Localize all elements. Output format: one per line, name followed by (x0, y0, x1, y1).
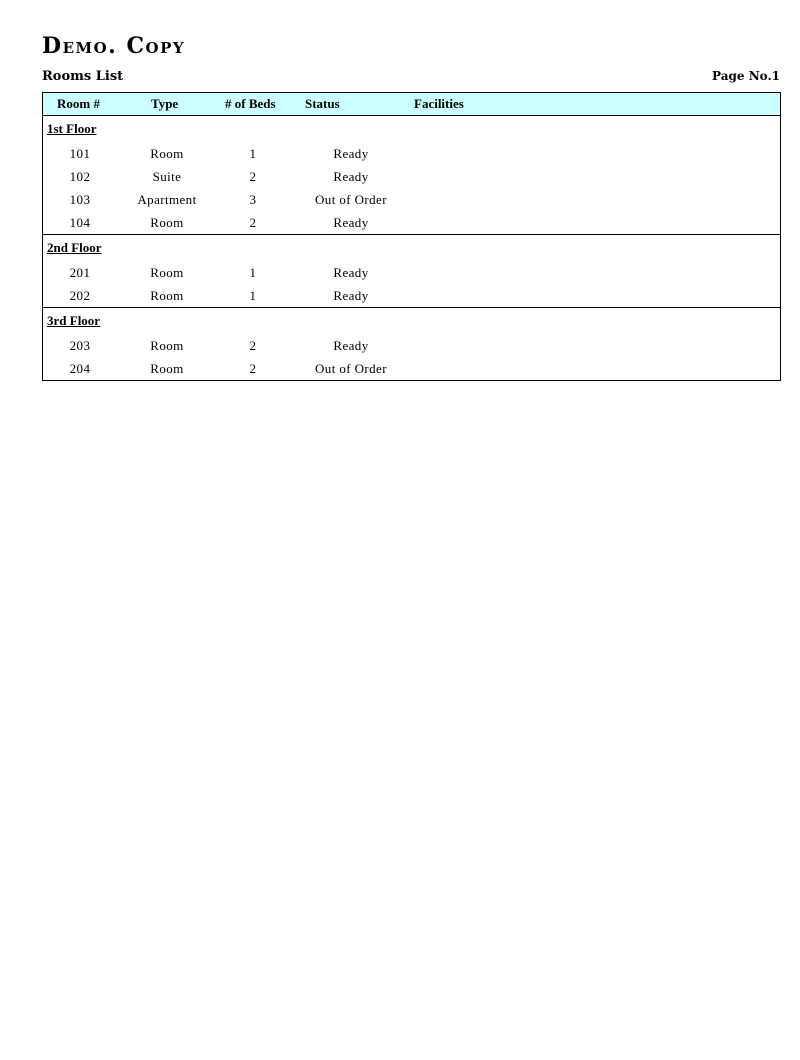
floor-group-title (43, 308, 780, 332)
cell-type: Room (150, 265, 184, 280)
floor-group-title (43, 116, 780, 140)
column-header-type: Type (151, 96, 179, 111)
floor-group-label: 3rd Floor (47, 313, 101, 328)
cell-beds: 2 (249, 338, 257, 353)
cell-beds: 1 (249, 288, 257, 303)
cell-status: Out of Order (315, 192, 387, 207)
cell-room: 103 (69, 192, 91, 207)
rooms-report-table (42, 92, 781, 381)
cell-type: Room (150, 288, 184, 303)
cell-type: Room (150, 338, 184, 353)
cell-type: Room (150, 146, 184, 161)
table-row (43, 140, 780, 163)
floor-group (43, 116, 780, 235)
cell-status: Out of Order (315, 361, 387, 376)
cell-status: Ready (333, 265, 369, 280)
table-row (43, 259, 780, 282)
table-row (43, 163, 780, 186)
cell-room: 203 (69, 338, 91, 353)
cell-status: Ready (333, 338, 369, 353)
floor-group-title (43, 235, 780, 259)
cell-room: 201 (69, 265, 91, 280)
cell-beds: 2 (249, 361, 257, 376)
floor-group-label: 2nd Floor (47, 240, 102, 255)
cell-room: 104 (69, 215, 91, 230)
demo-copy-watermark: Demo. Copy (42, 33, 186, 59)
report-title: Rooms List (42, 69, 124, 84)
cell-status: Ready (333, 146, 369, 161)
column-header-facilities: Facilities (414, 96, 464, 111)
table-row (43, 355, 780, 378)
cell-status: Ready (333, 288, 369, 303)
cell-beds: 3 (249, 192, 257, 207)
cell-room: 202 (69, 288, 91, 303)
cell-beds: 2 (249, 215, 257, 230)
cell-beds: 1 (249, 265, 257, 280)
table-row (43, 186, 780, 209)
page-number: Page No.1 (712, 69, 780, 83)
column-header-room: Room # (57, 96, 100, 111)
column-header-beds: # of Beds (225, 96, 276, 111)
cell-type: Room (150, 361, 184, 376)
floor-group-label: 1st Floor (47, 121, 97, 136)
cell-room: 101 (69, 146, 91, 161)
cell-type: Apartment (137, 192, 197, 207)
table-row (43, 332, 780, 355)
table-row (43, 209, 780, 232)
floor-group (43, 235, 780, 308)
cell-room: 204 (69, 361, 91, 376)
cell-status: Ready (333, 169, 369, 184)
column-header-status: Status (305, 96, 340, 111)
cell-type: Room (150, 215, 184, 230)
table-row (43, 282, 780, 305)
cell-type: Suite (152, 169, 182, 184)
cell-room: 102 (69, 169, 91, 184)
cell-status: Ready (333, 215, 369, 230)
column-header-row (43, 93, 780, 116)
floor-group (43, 308, 780, 380)
cell-beds: 1 (249, 146, 257, 161)
cell-beds: 2 (249, 169, 257, 184)
